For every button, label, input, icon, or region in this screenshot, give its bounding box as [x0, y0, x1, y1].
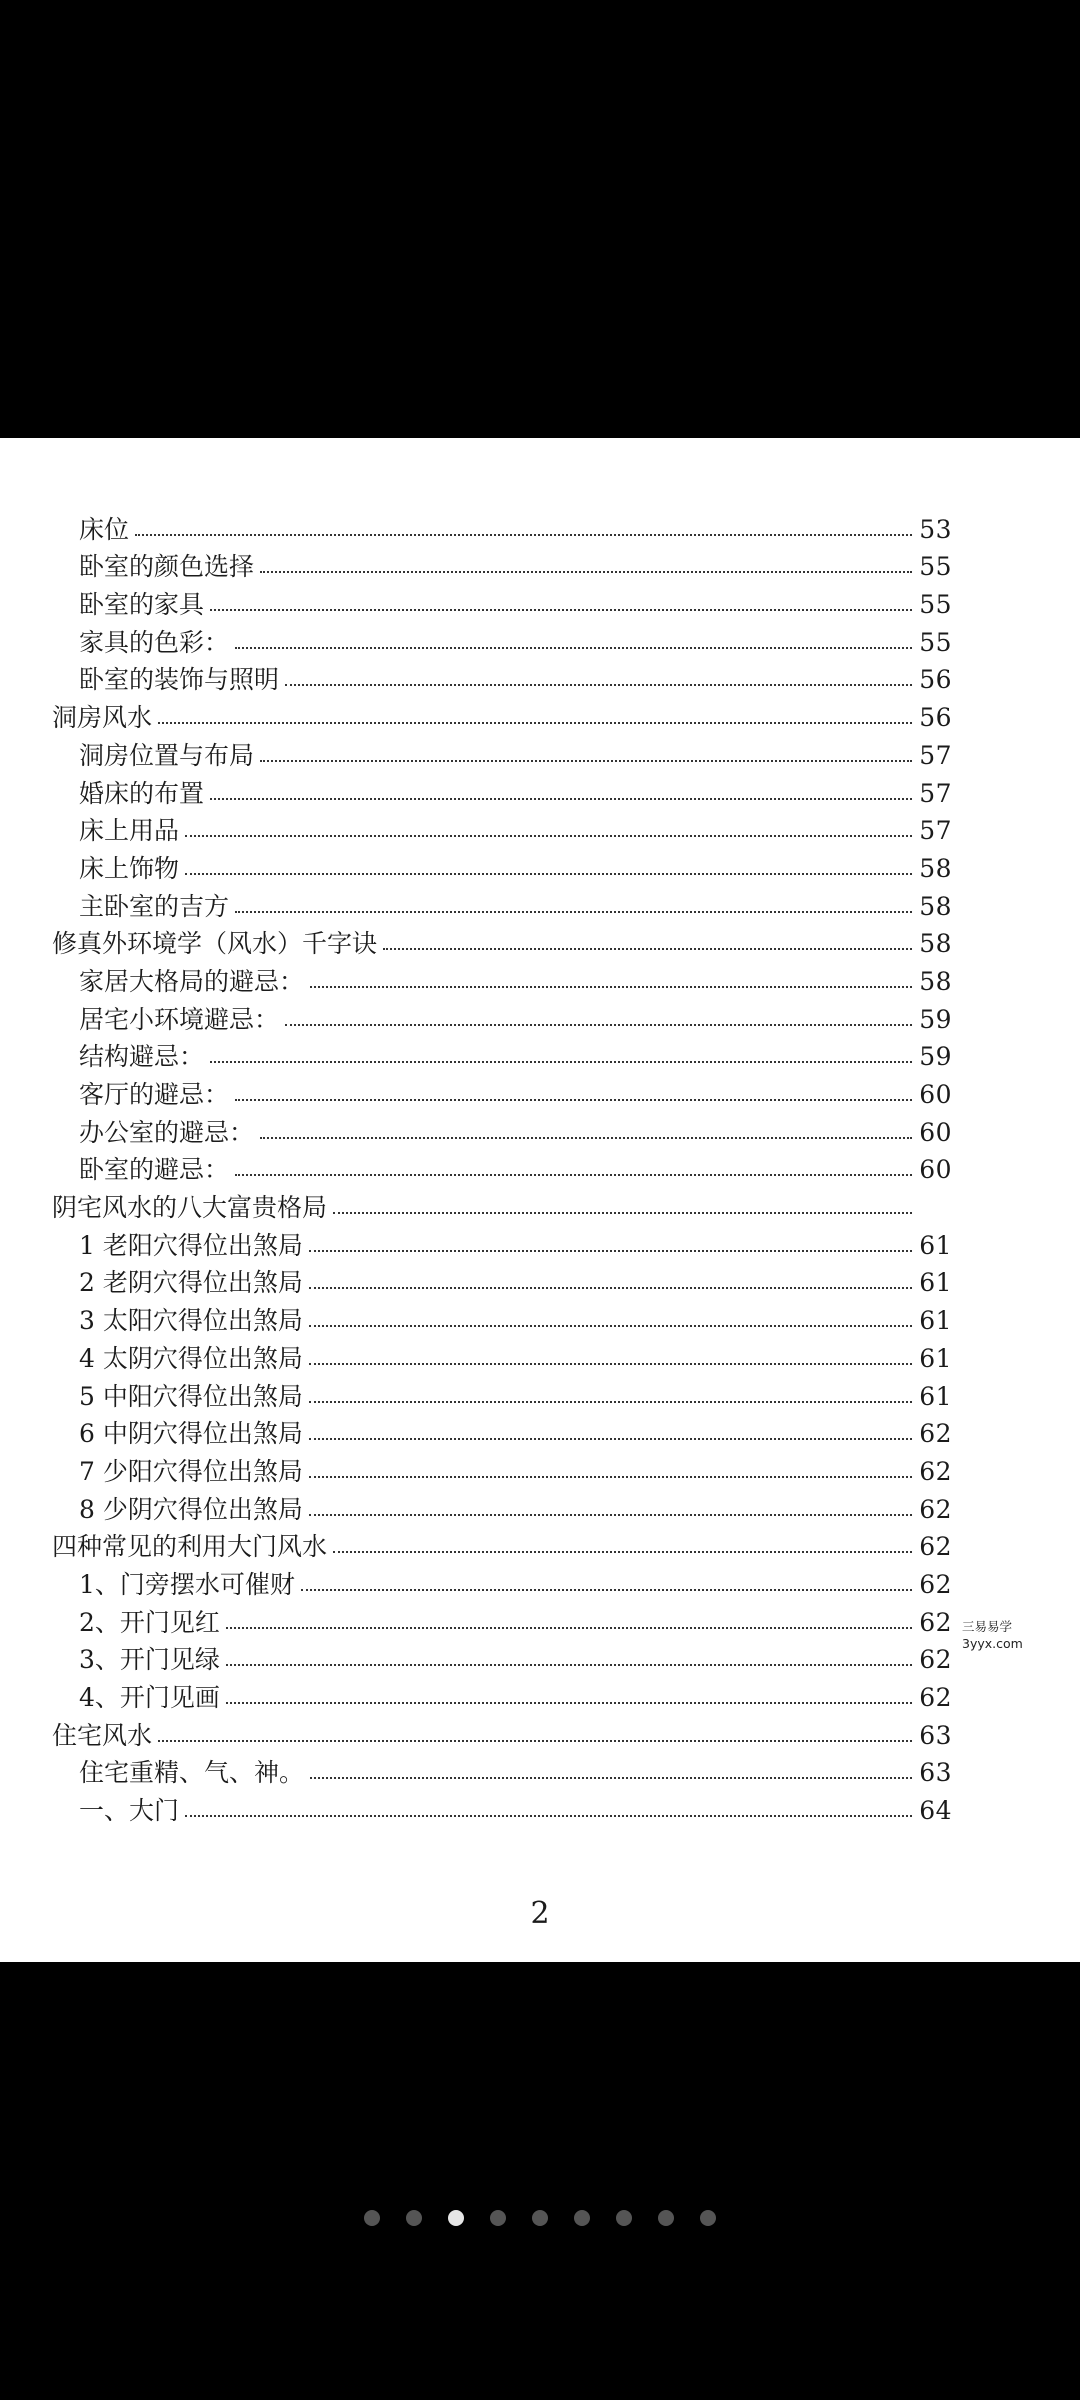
toc-leader-dots [309, 1400, 912, 1403]
toc-entry[interactable] [52, 956, 952, 994]
toc-entry-title: 一、大门 [79, 1796, 180, 1826]
toc-leader-dots [333, 1550, 912, 1553]
toc-leader-dots [309, 1475, 912, 1478]
toc-entry-title: 住宅风水 [52, 1720, 153, 1750]
pager-dot[interactable] [616, 2210, 632, 2226]
toc-leader-dots [226, 1626, 912, 1629]
watermark-name: 三易易学 [962, 1619, 1013, 1634]
toc-entry-page: 60 [919, 1080, 952, 1109]
toc-entry-page: 55 [919, 590, 952, 620]
toc-entry-page: 61 [919, 1268, 952, 1298]
toc-entry-title: 2、开门见红 [79, 1607, 220, 1637]
toc-leader-dots [235, 646, 912, 649]
toc-leader-dots [309, 1324, 912, 1327]
toc-entry[interactable] [52, 542, 952, 580]
toc-entry-title: 8 少阴穴得位出煞局 [79, 1494, 303, 1524]
toc-entry[interactable] [52, 1635, 952, 1673]
toc-entry-page: 58 [919, 853, 952, 883]
toc-leader-dots [158, 721, 912, 724]
toc-entry-title: 卧室的颜色选择 [79, 552, 255, 582]
toc-entry-title: 床上饰物 [79, 853, 180, 883]
toc-entry[interactable] [52, 1446, 952, 1484]
toc-entry-title: 3 太阳穴得位出煞局 [79, 1306, 303, 1336]
toc-entry-page: 61 [919, 1343, 952, 1373]
pager-dot[interactable] [490, 2210, 506, 2226]
toc-entry-title: 阴宅风水的八大富贵格局 [52, 1193, 328, 1223]
toc-entry-page: 62 [919, 1494, 952, 1524]
toc-entry[interactable] [52, 1333, 952, 1371]
toc-entry-page: 53 [919, 514, 952, 544]
toc-leader-dots [235, 1098, 912, 1101]
toc-entry-page: 56 [919, 703, 952, 733]
toc-leader-dots [310, 1776, 912, 1779]
toc-entry-page: 62 [919, 1456, 952, 1486]
toc-leader-dots [260, 1136, 912, 1139]
table-of-contents [52, 504, 952, 1826]
toc-entry-page: 58 [919, 891, 952, 921]
toc-entry[interactable] [52, 1069, 952, 1107]
toc-entry-page: 63 [919, 1720, 952, 1750]
toc-entry-title: 修真外环境学（风水）千字诀 [52, 929, 378, 959]
toc-entry[interactable] [52, 1258, 952, 1296]
toc-entry-title: 婚床的布置 [79, 778, 205, 808]
toc-entry-page: 61 [919, 1306, 952, 1336]
toc-entry-page: 64 [919, 1796, 952, 1826]
toc-entry-page: 62 [919, 1419, 952, 1449]
toc-entry-title: 床位 [79, 514, 130, 544]
toc-entry-page: 62 [919, 1532, 952, 1562]
toc-entry-title: 4、开门见画 [79, 1683, 220, 1712]
toc-leader-dots [185, 1814, 912, 1817]
toc-entry-title: 7 少阳穴得位出煞局 [79, 1456, 303, 1486]
toc-leader-dots [285, 1023, 912, 1026]
toc-entry-title: 卧室的家具 [79, 590, 205, 620]
pager-dot[interactable] [700, 2210, 716, 2226]
toc-entry-page: 60 [919, 1117, 952, 1147]
toc-entry-page: 57 [919, 778, 952, 808]
toc-entry-page: 55 [919, 552, 952, 582]
toc-entry-title: 2 老阴穴得位出煞局 [79, 1268, 303, 1298]
toc-leader-dots [260, 570, 912, 573]
toc-entry[interactable] [52, 504, 952, 542]
toc-entry-title: 办公室的避忌： [79, 1117, 255, 1147]
toc-entry[interactable] [52, 1107, 952, 1145]
toc-leader-dots [285, 683, 912, 686]
toc-entry[interactable] [52, 1371, 952, 1409]
toc-leader-dots [210, 608, 912, 611]
pager-dot[interactable] [658, 2210, 674, 2226]
toc-leader-dots [309, 1362, 912, 1365]
toc-entry-title: 1 老阳穴得位出煞局 [79, 1230, 303, 1260]
document-page [0, 438, 1080, 1962]
pager-dot[interactable] [532, 2210, 548, 2226]
toc-entry-title: 居宅小环境避忌： [79, 1004, 280, 1034]
toc-leader-dots [310, 985, 912, 988]
pager-dot[interactable] [406, 2210, 422, 2226]
toc-leader-dots [333, 1211, 912, 1214]
toc-entry-title: 家居大格局的避忌： [79, 966, 305, 996]
watermark-domain: 3yyx.com [962, 1635, 1023, 1651]
toc-entry[interactable] [52, 1785, 952, 1826]
toc-entry[interactable] [52, 1559, 952, 1597]
toc-leader-dots [309, 1249, 912, 1252]
toc-leader-dots [226, 1701, 912, 1704]
toc-leader-dots [210, 797, 912, 800]
toc-entry-title: 1、门旁摆水可催财 [79, 1569, 295, 1599]
toc-entry-page: 63 [919, 1758, 952, 1788]
pager-dot[interactable] [364, 2210, 380, 2226]
pager-dot-active[interactable] [448, 2210, 464, 2226]
toc-entry[interactable] [52, 768, 952, 806]
toc-entry-title: 住宅重精、气、神。 [79, 1758, 305, 1788]
toc-entry-page: 62 [919, 1683, 952, 1712]
toc-entry[interactable] [52, 881, 952, 919]
toc-leader-dots [135, 533, 912, 536]
toc-entry[interactable] [52, 579, 952, 620]
toc-entry-page: 62 [919, 1569, 952, 1599]
pager-dot[interactable] [574, 2210, 590, 2226]
toc-entry-title: 4 太阴穴得位出煞局 [79, 1343, 303, 1373]
toc-entry-page: 62 [919, 1607, 952, 1637]
toc-entry[interactable] [52, 1295, 952, 1336]
toc-entry[interactable] [52, 1220, 952, 1258]
toc-entry-page: 60 [919, 1155, 952, 1185]
toc-entry-page: 57 [919, 740, 952, 770]
toc-entry[interactable] [52, 1748, 952, 1786]
toc-entry[interactable] [52, 1710, 952, 1748]
toc-entry-page: 58 [919, 966, 952, 996]
toc-leader-dots [210, 1060, 912, 1063]
toc-entry[interactable] [52, 1032, 952, 1070]
toc-entry[interactable] [52, 1182, 952, 1223]
toc-leader-dots [301, 1588, 912, 1591]
toc-leader-dots [260, 759, 912, 762]
toc-entry-page: 59 [919, 1042, 952, 1072]
toc-entry[interactable] [52, 692, 952, 733]
toc-leader-dots [235, 910, 912, 913]
toc-entry-title: 洞房位置与布局 [79, 740, 255, 770]
page-indicator[interactable] [0, 2210, 1080, 2226]
toc-entry-title: 6 中阴穴得位出煞局 [79, 1419, 303, 1449]
toc-entry-title: 3、开门见绿 [79, 1645, 220, 1675]
toc-entry[interactable] [52, 730, 952, 768]
toc-entry-page: 61 [919, 1230, 952, 1260]
toc-entry-page: 61 [919, 1381, 952, 1411]
toc-entry-title: 四种常见的利用大门风水 [52, 1532, 328, 1562]
toc-leader-dots [185, 872, 912, 875]
toc-entry[interactable] [52, 1145, 952, 1183]
toc-entry[interactable] [52, 1409, 952, 1447]
toc-entry-page: 59 [919, 1004, 952, 1034]
toc-entry-title: 结构避忌： [79, 1042, 205, 1072]
toc-entry[interactable] [52, 1522, 952, 1560]
toc-entry[interactable] [52, 655, 952, 693]
toc-entry-page: 62 [919, 1645, 952, 1675]
toc-entry[interactable] [52, 994, 952, 1032]
toc-entry-title: 床上用品 [79, 816, 180, 846]
toc-entry-page: 56 [919, 665, 952, 695]
toc-leader-dots [309, 1513, 912, 1516]
toc-entry-title: 家具的色彩： [79, 627, 230, 657]
toc-entry[interactable] [52, 843, 952, 881]
toc-leader-dots [309, 1286, 912, 1289]
toc-entry-title: 5 中阳穴得位出煞局 [79, 1381, 303, 1411]
toc-entry[interactable] [52, 1672, 952, 1710]
toc-entry[interactable] [52, 919, 952, 957]
watermark [962, 1619, 1023, 1653]
toc-entry-page: 57 [919, 816, 952, 846]
toc-entry[interactable] [52, 806, 952, 844]
toc-entry-title: 客厅的避忌： [79, 1080, 230, 1109]
toc-entry-title: 主卧室的吉方 [79, 891, 230, 921]
toc-leader-dots [158, 1739, 912, 1742]
toc-leader-dots [185, 834, 912, 837]
toc-entry-title: 洞房风水 [52, 703, 153, 733]
toc-leader-dots [226, 1663, 912, 1666]
toc-entry-title: 卧室的装饰与照明 [79, 665, 280, 695]
toc-leader-dots [383, 947, 912, 950]
toc-entry[interactable] [52, 617, 952, 655]
toc-entry-title: 卧室的避忌： [79, 1155, 230, 1185]
toc-leader-dots [235, 1173, 912, 1176]
page-number: 2 [530, 1896, 550, 1931]
toc-leader-dots [309, 1437, 912, 1440]
toc-entry[interactable] [52, 1484, 952, 1522]
toc-entry-page: 58 [919, 929, 952, 959]
toc-entry[interactable] [52, 1597, 952, 1635]
toc-entry-page: 55 [919, 627, 952, 657]
